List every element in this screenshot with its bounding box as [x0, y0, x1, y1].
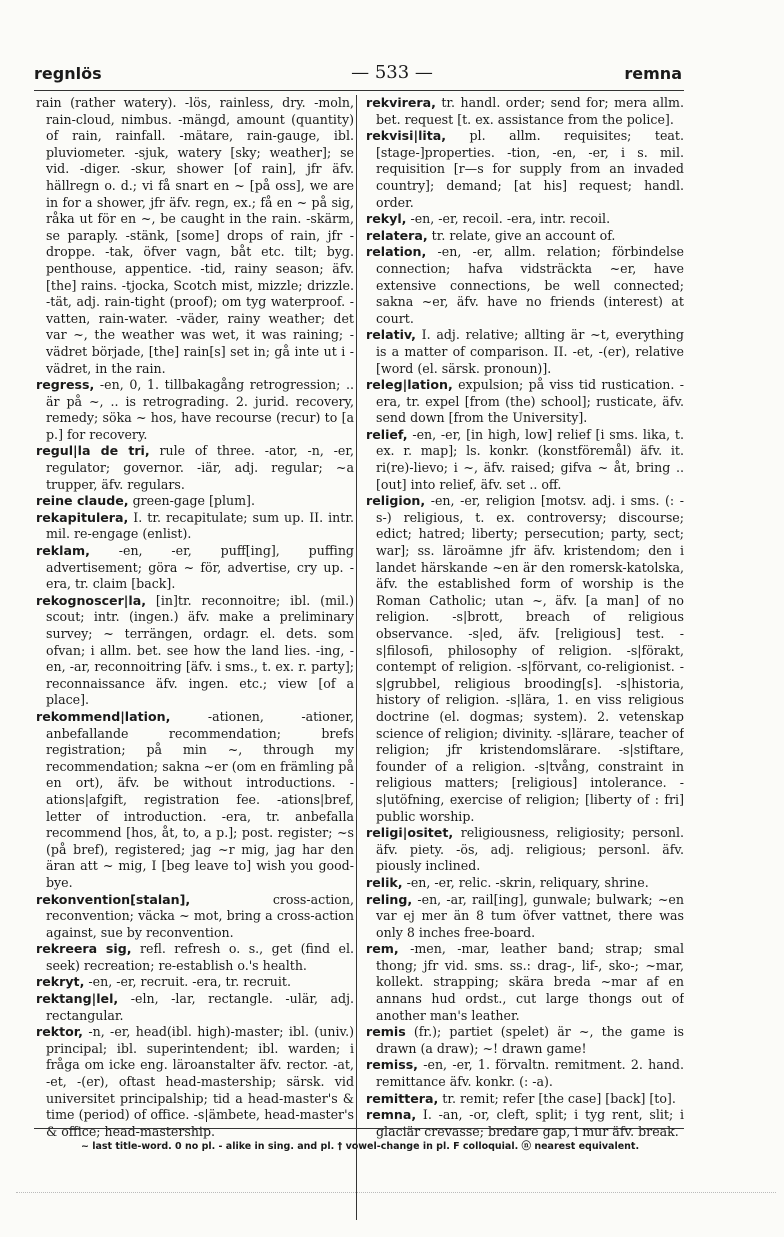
headword: rekommend|lation, [36, 708, 171, 724]
page-number: — 533 — [351, 62, 433, 83]
dictionary-entry [366, 875, 684, 892]
headword: rekvisi|lita, [366, 128, 447, 144]
dictionary-entry [366, 1107, 684, 1140]
entry-definition: -en, -er, puff[ing], puffing advertisement; göra ~ för, advertise, cry up. -era, tr. claim [back]. [46, 543, 354, 592]
header-guide-word-left: regnlös [34, 64, 102, 83]
headword: relatera, [366, 227, 428, 243]
dictionary-entry [366, 95, 684, 128]
headword: rektang|lel, [36, 991, 119, 1007]
entry-definition: I. -an, -or, cleft, split; i tyg rent, slit; i glaciär crevasse; bredare gap, i mur äfv. break. [376, 1107, 684, 1139]
dictionary-entry [36, 95, 354, 377]
entry-definition: -en, -ar, rail[ing], gunwale; bulwark; ~en var ej mer än 8 tum öfver vattnet, there was only 8 inches free-board. [376, 891, 684, 940]
entry-definition: -en, -er, allm. relation; förbindelse connection; hafva vidsträckta ~er, have extensive connections, be well connected; sakna ~er, äfv. have no friends (interest) at court. [376, 244, 684, 326]
page-edge-line [16, 1192, 776, 1193]
entry-definition: rain (rather watery). -lös, rainless, dry. -moln, rain-cloud, nimbus. -mängd, amount (quantity) of rain, rainfall. -mätare, rain-gauge, ibl. pluviometer. -sjuk, watery [sky; weather]; se vid. -diger. -skur, shower [of rain], jfr äfv. hällregn o. d.; vi få snart en ~ [på oss], we are in for a shower, jfr äfv. regn, ex.; få en ~ på sig, råka ut för en ~, be caught in the rain. -skärm, se paraply. -stänk, [some] drops of rain, jfr -droppe. -tak, öfver vagn, båt etc. tilt; byg. penthouse, appentice. -tid, rainy season; äfv. [the] rains. -tjocka, Scotch mist, mizzle; drizzle. -tät, adj. rain-tight (proof); om tyg waterproof. -vatten, rain-water. -väder, rainy weather; det var ~, the weather was wet, it was raining; -vädret började, [the] rain[s] set in; gå inte ut i -vädret, in the rain. [36, 95, 354, 376]
headword: reling, [366, 891, 413, 907]
headword: regress, [36, 377, 95, 393]
entry-definition: cross-action, reconvention; väcka ~ mot, bring a cross-action against, sue by reconvention. [46, 891, 354, 940]
headword: rekryt, [36, 974, 85, 990]
entry-definition: -eln, -lar, rectangle. -ulär, adj. rectangular. [46, 991, 354, 1023]
entry-definition: expulsion; på viss tid rustication. -era, tr. expel [from (the) school]; rusticate, äfv. send down [from the University]. [376, 377, 684, 426]
entry-definition: -en, 0, 1. tillbakagång retrogression; .. är på ~, .. is retrograding. 2. jurid. recovery, remedy; söka ~ hos, have recourse (recur) to [a p.] for recovery. [46, 377, 354, 442]
entry-definition: rule of three. -ator, -n, -er, regulator; governor. -iär, adj. regular; ~a trupper, äfv. regulars. [46, 443, 354, 492]
dictionary-entry [366, 327, 684, 377]
headword: regul|la de tri, [36, 443, 150, 459]
dictionary-entry [366, 825, 684, 875]
headword: religion, [366, 493, 426, 509]
dictionary-entry [36, 892, 354, 942]
entry-definition: I. tr. recapitulate; sum up. II. intr. mil. re-engage (enlist). [46, 509, 354, 542]
column-divider [356, 95, 357, 1220]
entry-definition: pl. allm. requisites; teat. [stage-]properties. -tion, -en, -er, i s. mil. requisition [r—s for supply from an invaded country]; demand; [at his] request; handl. order. [376, 128, 684, 210]
dictionary-entry [366, 211, 684, 228]
dictionary-entry [36, 543, 354, 593]
page-header [0, 60, 784, 88]
entry-definition: -en, -er, relic. -skrin, reliquary, shrine. [406, 874, 649, 890]
headword: remna, [366, 1107, 417, 1123]
entry-definition: -en, -er, 1. förvaltn. remitment. 2. hand. remittance äfv. konkr. (: -a). [376, 1057, 684, 1090]
headword: relation, [366, 244, 427, 260]
right-column [366, 95, 684, 1220]
entry-definition: -en, -er, recoil. -era, intr. recoil. [410, 211, 611, 227]
entry-definition: (fr.); partiet (spelet) är ~, the game is drawn (a draw); ~! drawn game! [376, 1024, 684, 1056]
dictionary-entry [36, 709, 354, 892]
dictionary-entry [366, 941, 684, 1024]
headword: rektor, [36, 1024, 83, 1040]
entry-definition: refl. refresh o. s., get (find el. seek) recreation; re-establish o.'s health. [46, 941, 354, 973]
headword: rekonvention[stalan], [36, 891, 191, 907]
left-column [36, 95, 354, 1220]
dictionary-entry [366, 1024, 684, 1057]
dictionary-entry [36, 510, 354, 543]
dictionary-entry [366, 1091, 684, 1108]
legend-footer: ~ last title-word. 0 no pl. - alike in sing. and pl. † vowel-change in pl. F colloquial. ⓝ nearest equivalent. [80, 1141, 640, 1152]
headword: relik, [366, 874, 403, 890]
dictionary-entry [366, 228, 684, 245]
entry-definition: -n, -er, head(ibl. high)-master; ibl. (univ.) principal; ibl. superintendent; ibl. warden; i fråga om icke eng. läroanstalter äfv. rector. -at, -et, -(er), oftast head-mastership; särsk. vid universitet principalship; tid a head-master's & time (period) of office. -s|ämbete, head-master's & office; head-mastership. [46, 1024, 354, 1139]
headword: religi|ositet, [366, 825, 454, 841]
entry-definition: I. adj. relative; allting är ~t, everything is a matter of comparison. II. -et, -(er), relative [word (el. särsk. pronoun)]. [376, 327, 684, 376]
headword: remiss, [366, 1057, 418, 1073]
footer-rule [34, 1128, 684, 1129]
headword: releg|lation, [366, 377, 453, 393]
dictionary-entry [36, 377, 354, 443]
headword: remis [366, 1024, 406, 1040]
entry-definition: -ationen, -ationer, anbefallande recommendation; brefs registration; på min ~, through my recommendation; sakna ~er (om en främling på en ort), äfv. be without introductions. -ations|afgift, registration fee. -ations|bref, letter of introduction. -era, tr. anbefalla recommend [hos, åt, to, a p.]; post. register; ~s (på bref), registered; jag ~r mig, jag har den äran att ~ mig, I [beg leave to] wish you good-bye. [46, 708, 354, 890]
header-guide-word-right: remna [624, 64, 682, 83]
dictionary-entry [366, 892, 684, 942]
dictionary-entry [366, 377, 684, 427]
dictionary-entry [36, 941, 354, 974]
dictionary-entry [36, 443, 354, 493]
entry-definition: -en, -er, [in high, low] relief [i sms. lika, t. ex. r. map]; ls. konkr. (konstföremål) äfv. it. ri(re)-lievo; i ~, äfv. raised; gifva ~ åt, bring .. [out] into relief, äfv. set .. off. [376, 426, 684, 492]
dictionary-entry [36, 493, 354, 510]
header-rule [34, 90, 684, 91]
entry-definition: [in]tr. reconnoitre; ibl. (mil.) scout; intr. (ingen.) äfv. make a preliminary survey; ~ terrängen, ordagr. el. dets. som ofvan; i allm. bet. see how the land lies. -ing, -en, -ar, reconnoitring [äfv. i sms., t. ex. r. party]; reconnaissance äfv. ingen. etc.; view [of a place]. [46, 592, 354, 708]
headword: relief, [366, 426, 408, 442]
entry-definition: -en, -er, religion [motsv. adj. i sms. (: -s-) religious, t. ex. controversy; discourse; edict; hatred; liberty; persecution; party, sect; war]; ss. läroämne jfr äfv. kristendom; den i landet härskande ~en är den romersk-katolska, äfv. the established form of worship is the Roman Catholic; utan ~, äfv. [a man] of no religion. -s|brott, breach of religious observance. -s|ed, äfv. [religious] test. -s|filosofi, philosophy of religion. -s|förakt, contempt of religion. -s|förvant, co-religionist. -s|grubbel, religious brooding[s]. -s|historia, history of religion. -s|lära, 1. en viss religious doctrine (el. dogmas; system). 2. vetenskap science of religion; divinity. -s|lärare, teacher of religion; jfr kristendomslärare. -s|stiftare, founder of a religion. -s|tvång, constraint in religious matters; [religious] intolerance. -s|utöfning, exercise of religion; [liberty of : fri] public worship. [376, 493, 684, 824]
dictionary-entry [366, 1057, 684, 1090]
dictionary-entry [366, 128, 684, 211]
headword: remittera, [366, 1090, 439, 1106]
dictionary-entry [366, 427, 684, 493]
entry-definition: -en, -er, recruit. -era, tr. recruit. [88, 974, 291, 990]
entry-definition: tr. handl. order; send for; mera allm. bet. request [t. ex. assistance from the police]. [376, 95, 684, 127]
headword: rekvirera, [366, 95, 436, 110]
dictionary-entry [366, 493, 684, 825]
dictionary-entry [36, 974, 354, 991]
dictionary-entry [36, 991, 354, 1024]
dictionary-entry [36, 1024, 354, 1140]
headword: rekapitulera, [36, 509, 129, 525]
entry-definition: religiousness, religiosity; personl. äfv. piety. -ös, adj. religious; personl. äfv. piously inclined. [376, 825, 684, 874]
dictionary-entry [36, 593, 354, 709]
entry-definition: green-gage [plum]. [132, 493, 255, 509]
entry-definition: tr. relate, give an account of. [431, 227, 616, 243]
headword: reklam, [36, 543, 90, 559]
headword: rekognoscer|la, [36, 592, 146, 608]
headword: rekreera sig, [36, 941, 132, 957]
headword: rekyl, [366, 211, 407, 227]
headword: relativ, [366, 327, 416, 343]
dictionary-entry [366, 244, 684, 327]
entry-definition: tr. remit; refer [the case] [back] [to]. [442, 1090, 676, 1106]
headword: reine claude, [36, 493, 129, 509]
entry-definition: -men, -mar, leather band; strap; smal thong; jfr vid. sms. ss.: drag-, lif-, sko-; ~mar, kollekt. strapping; skära breda ~mar af en annans hud ordst., cut large thongs out of another man's leather. [376, 941, 684, 1023]
headword: rem, [366, 941, 399, 957]
